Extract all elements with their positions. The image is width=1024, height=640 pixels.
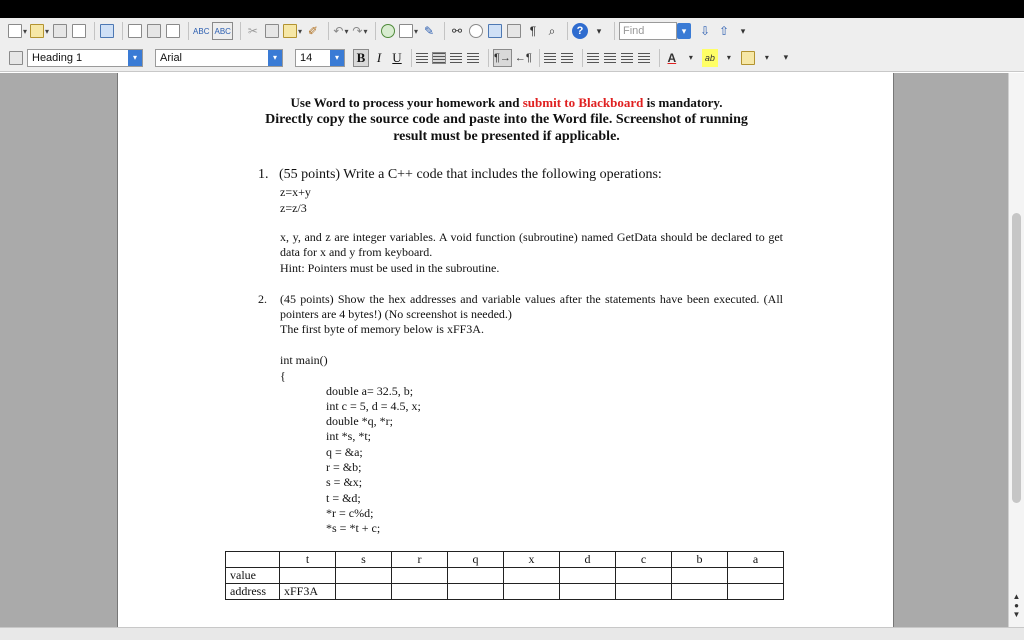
print-preview-button[interactable] — [165, 22, 181, 40]
align-center-button[interactable] — [433, 53, 445, 63]
font-color-button[interactable]: A — [667, 50, 677, 65]
previous-page-button[interactable]: ▲ — [1012, 592, 1021, 601]
table-cell-first-address[interactable]: xFF3A — [280, 584, 336, 600]
table-cell[interactable] — [336, 584, 392, 600]
table-cell[interactable] — [728, 584, 784, 600]
table-cell[interactable] — [280, 568, 336, 584]
table-cell[interactable] — [616, 568, 672, 584]
document-workspace — [0, 73, 1024, 627]
toolbar-separator — [240, 22, 241, 40]
new-document-button[interactable]: ▾ — [8, 22, 27, 40]
background-color-button[interactable] — [740, 49, 756, 67]
toolbar-separator — [659, 49, 660, 67]
standard-toolbar — [0, 18, 1024, 44]
italic-button[interactable]: I — [376, 49, 382, 65]
save-button[interactable] — [52, 22, 68, 40]
increase-indent-button[interactable] — [604, 53, 616, 63]
find-next-button[interactable]: ⇩ — [699, 24, 710, 38]
zoom-button[interactable]: ⌕ — [548, 23, 556, 38]
next-page-button[interactable]: ▼ — [1012, 610, 1021, 619]
table-header-cell[interactable]: c — [616, 552, 672, 568]
spellcheck-button[interactable]: ABC — [193, 26, 210, 36]
table-cell[interactable] — [504, 568, 560, 584]
table-header-cell[interactable]: x — [504, 552, 560, 568]
edit-file-button[interactable] — [99, 22, 115, 40]
code-line: q = &a; — [326, 445, 363, 459]
export-pdf-button[interactable] — [127, 22, 143, 40]
code-line: int c = 5, d = 4.5, x; — [326, 399, 421, 413]
chevron-down-icon[interactable]: ▾ — [268, 50, 282, 66]
code-line: int main() — [280, 353, 328, 367]
numbering-button[interactable] — [544, 53, 556, 63]
code-line: t = &d; — [326, 491, 361, 505]
table-cell[interactable] — [560, 568, 616, 584]
font-color-dropdown[interactable]: ▾ — [688, 53, 693, 62]
paragraph-style-select[interactable] — [27, 49, 143, 67]
toolbar-separator — [328, 22, 329, 40]
bullets-button[interactable] — [561, 53, 573, 63]
table-cell[interactable] — [448, 584, 504, 600]
envelope-icon — [72, 24, 86, 38]
globe-icon — [381, 24, 395, 38]
pdf-icon — [128, 24, 142, 38]
document-page[interactable] — [117, 73, 894, 627]
document-content — [118, 73, 895, 627]
table-header-cell[interactable]: b — [672, 552, 728, 568]
chevron-down-icon[interactable]: ▾ — [128, 50, 142, 66]
underline-button[interactable]: U — [392, 49, 402, 65]
question-1-hint: Hint: Pointers must be used in the subroutine. — [280, 261, 500, 275]
question-1-equation-2: z=z/3 — [280, 201, 307, 215]
question-2-description: (45 points) Show the hex addresses and variable values after the statements have been executed. (All pointers are 4 bytes!) (No screenshot is needed.) — [280, 292, 783, 321]
scroll-page-buttons — [1011, 592, 1022, 619]
table-header-cell[interactable]: t — [280, 552, 336, 568]
highlight-button[interactable]: ab — [702, 49, 718, 67]
chevron-down-icon[interactable]: ▾ — [330, 50, 344, 66]
help-icon: ? — [572, 23, 588, 39]
outdent-button[interactable] — [621, 53, 633, 63]
cut-button[interactable]: ✂ — [247, 24, 258, 38]
table-row — [226, 552, 784, 568]
code-line: double *q, *r; — [326, 414, 393, 428]
highlight-dropdown[interactable]: ▾ — [726, 53, 731, 62]
toolbar-overflow-handle[interactable]: ▾ — [596, 25, 602, 36]
data-sources-button[interactable] — [506, 22, 522, 40]
bold-button[interactable]: B — [353, 49, 369, 67]
toolbar-separator — [411, 49, 412, 67]
status-bar — [0, 627, 1024, 640]
align-right-button[interactable] — [450, 53, 462, 63]
table-cell[interactable] — [728, 568, 784, 584]
rtl-button[interactable]: ←¶ — [514, 51, 532, 64]
memory-table — [225, 551, 784, 600]
open-button[interactable]: ▾ — [30, 22, 49, 40]
vertical-scrollbar[interactable] — [1008, 73, 1024, 627]
table-cell[interactable] — [616, 584, 672, 600]
styles-button[interactable] — [8, 49, 24, 67]
find-replace-button[interactable]: ⚯ — [451, 24, 462, 38]
email-button[interactable] — [71, 22, 87, 40]
code-line: *r = c%d; — [326, 506, 374, 520]
redo-button[interactable]: ↷ ▾ — [352, 24, 368, 38]
toolbar-separator — [444, 22, 445, 40]
code-line: r = &b; — [326, 460, 362, 474]
header-line-3: result must be presented if applicable. — [393, 129, 620, 144]
table-cell[interactable] — [336, 568, 392, 584]
font-size-select[interactable] — [295, 49, 345, 67]
toolbar-separator — [539, 49, 540, 67]
clipboard-icon — [283, 24, 297, 38]
autospell-button[interactable]: ABC — [212, 22, 232, 40]
paint-bucket-icon — [741, 51, 755, 65]
hyperlink-button[interactable] — [380, 22, 396, 40]
find-toolbar-overflow-handle[interactable]: ▾ — [740, 25, 746, 36]
paragraph-style-value: Heading 1 — [32, 51, 83, 64]
table-cell[interactable] — [448, 568, 504, 584]
question-2-memory-note: The first byte of memory below is xFF3A. — [280, 322, 484, 336]
align-left-button[interactable] — [416, 53, 428, 63]
new-document-icon — [8, 24, 22, 38]
code-line: s = &x; — [326, 475, 363, 489]
decrease-indent-button[interactable] — [587, 53, 599, 63]
indent-button[interactable] — [638, 53, 650, 63]
question-1-title: 1. (55 points) Write a C++ code that includes the following operations: — [258, 167, 662, 182]
navigation-button[interactable]: ● — [1014, 601, 1019, 610]
table-cell[interactable] — [392, 568, 448, 584]
find-dropdown-button[interactable]: ▾ — [677, 23, 691, 39]
table-header-cell[interactable] — [226, 552, 280, 568]
table-icon — [399, 24, 413, 38]
clone-formatting-button[interactable]: ✐ — [307, 24, 318, 38]
code-line: { — [280, 369, 286, 383]
undo-button[interactable]: ↶ ▾ — [333, 24, 349, 38]
justify-button[interactable] — [467, 53, 479, 63]
question-2-number: 2. — [258, 292, 267, 306]
table-button[interactable]: ▾ — [399, 22, 418, 40]
table-header-cell[interactable]: a — [728, 552, 784, 568]
header-line-2: Directly copy the source code and paste into the Word file. Screenshot of running — [265, 112, 748, 127]
code-line: *s = *t + c; — [326, 521, 381, 535]
format-toolbar-overflow-handle[interactable]: ▾ — [783, 52, 789, 62]
copy-icon — [265, 24, 279, 38]
scrollbar-thumb[interactable] — [1012, 213, 1021, 503]
table-row — [226, 584, 784, 600]
table-cell[interactable] — [672, 584, 728, 600]
toolbar-separator — [122, 22, 123, 40]
font-name-value: Arial — [160, 51, 183, 64]
font-name-select[interactable] — [155, 49, 283, 67]
font-size-value: 14 — [300, 51, 313, 64]
magnifier-page-icon — [166, 24, 180, 38]
table-cell[interactable] — [560, 584, 616, 600]
find-input[interactable]: Find — [619, 22, 677, 40]
toolbar-separator — [614, 22, 615, 40]
table-header-cell[interactable]: r — [392, 552, 448, 568]
toolbar-separator — [188, 22, 189, 40]
code-line: int *s, *t; — [326, 429, 372, 443]
table-cell[interactable] — [504, 584, 560, 600]
header-text: Use Word to process your homework and — [290, 95, 523, 110]
database-icon — [507, 24, 521, 38]
table-header-cell[interactable]: s — [336, 552, 392, 568]
folder-icon — [30, 24, 44, 38]
print-button[interactable] — [146, 22, 162, 40]
question-1-description: x, y, and z are integer variables. A void function (subroutine) named GetData should be declared to get data for x and y from keyboard. — [280, 230, 783, 259]
background-color-dropdown[interactable]: ▾ — [764, 53, 769, 62]
window-top-bar — [0, 0, 1024, 18]
gallery-button[interactable] — [487, 22, 503, 40]
header-text: is mandatory. — [643, 95, 723, 110]
toolbar-separator — [375, 22, 376, 40]
disk-icon — [53, 24, 67, 38]
question-1-equation-1: z=x+y — [280, 185, 311, 199]
table-header-cell[interactable]: q — [448, 552, 504, 568]
draw-functions-button[interactable]: ✎ — [423, 24, 434, 38]
toolbar-separator — [488, 49, 489, 67]
ltr-button[interactable]: ¶→ — [493, 49, 512, 67]
compass-icon — [469, 24, 483, 38]
toolbar-separator — [582, 49, 583, 67]
toolbar-separator — [567, 22, 568, 40]
help-button[interactable] — [572, 22, 588, 40]
row-label-address[interactable]: address — [226, 584, 280, 600]
find-previous-button[interactable]: ⇧ — [718, 24, 729, 38]
table-row — [226, 568, 784, 584]
header-line-1 — [118, 95, 895, 111]
navigator-button[interactable] — [468, 22, 484, 40]
header-red-text: submit to Blackboard — [522, 95, 644, 110]
styles-icon — [9, 51, 23, 65]
row-label-value[interactable]: value — [226, 568, 280, 584]
printer-icon — [147, 24, 161, 38]
gallery-icon — [488, 24, 502, 38]
copy-button[interactable] — [264, 22, 280, 40]
table-header-cell[interactable]: d — [560, 552, 616, 568]
formatting-marks-button[interactable]: ¶ — [529, 24, 537, 38]
table-cell[interactable] — [392, 584, 448, 600]
table-cell[interactable] — [672, 568, 728, 584]
code-line: double a= 32.5, b; — [326, 384, 414, 398]
paste-button[interactable]: ▾ — [283, 22, 302, 40]
pencil-icon — [100, 24, 114, 38]
formatting-toolbar — [0, 44, 1024, 72]
toolbar-separator — [94, 22, 95, 40]
